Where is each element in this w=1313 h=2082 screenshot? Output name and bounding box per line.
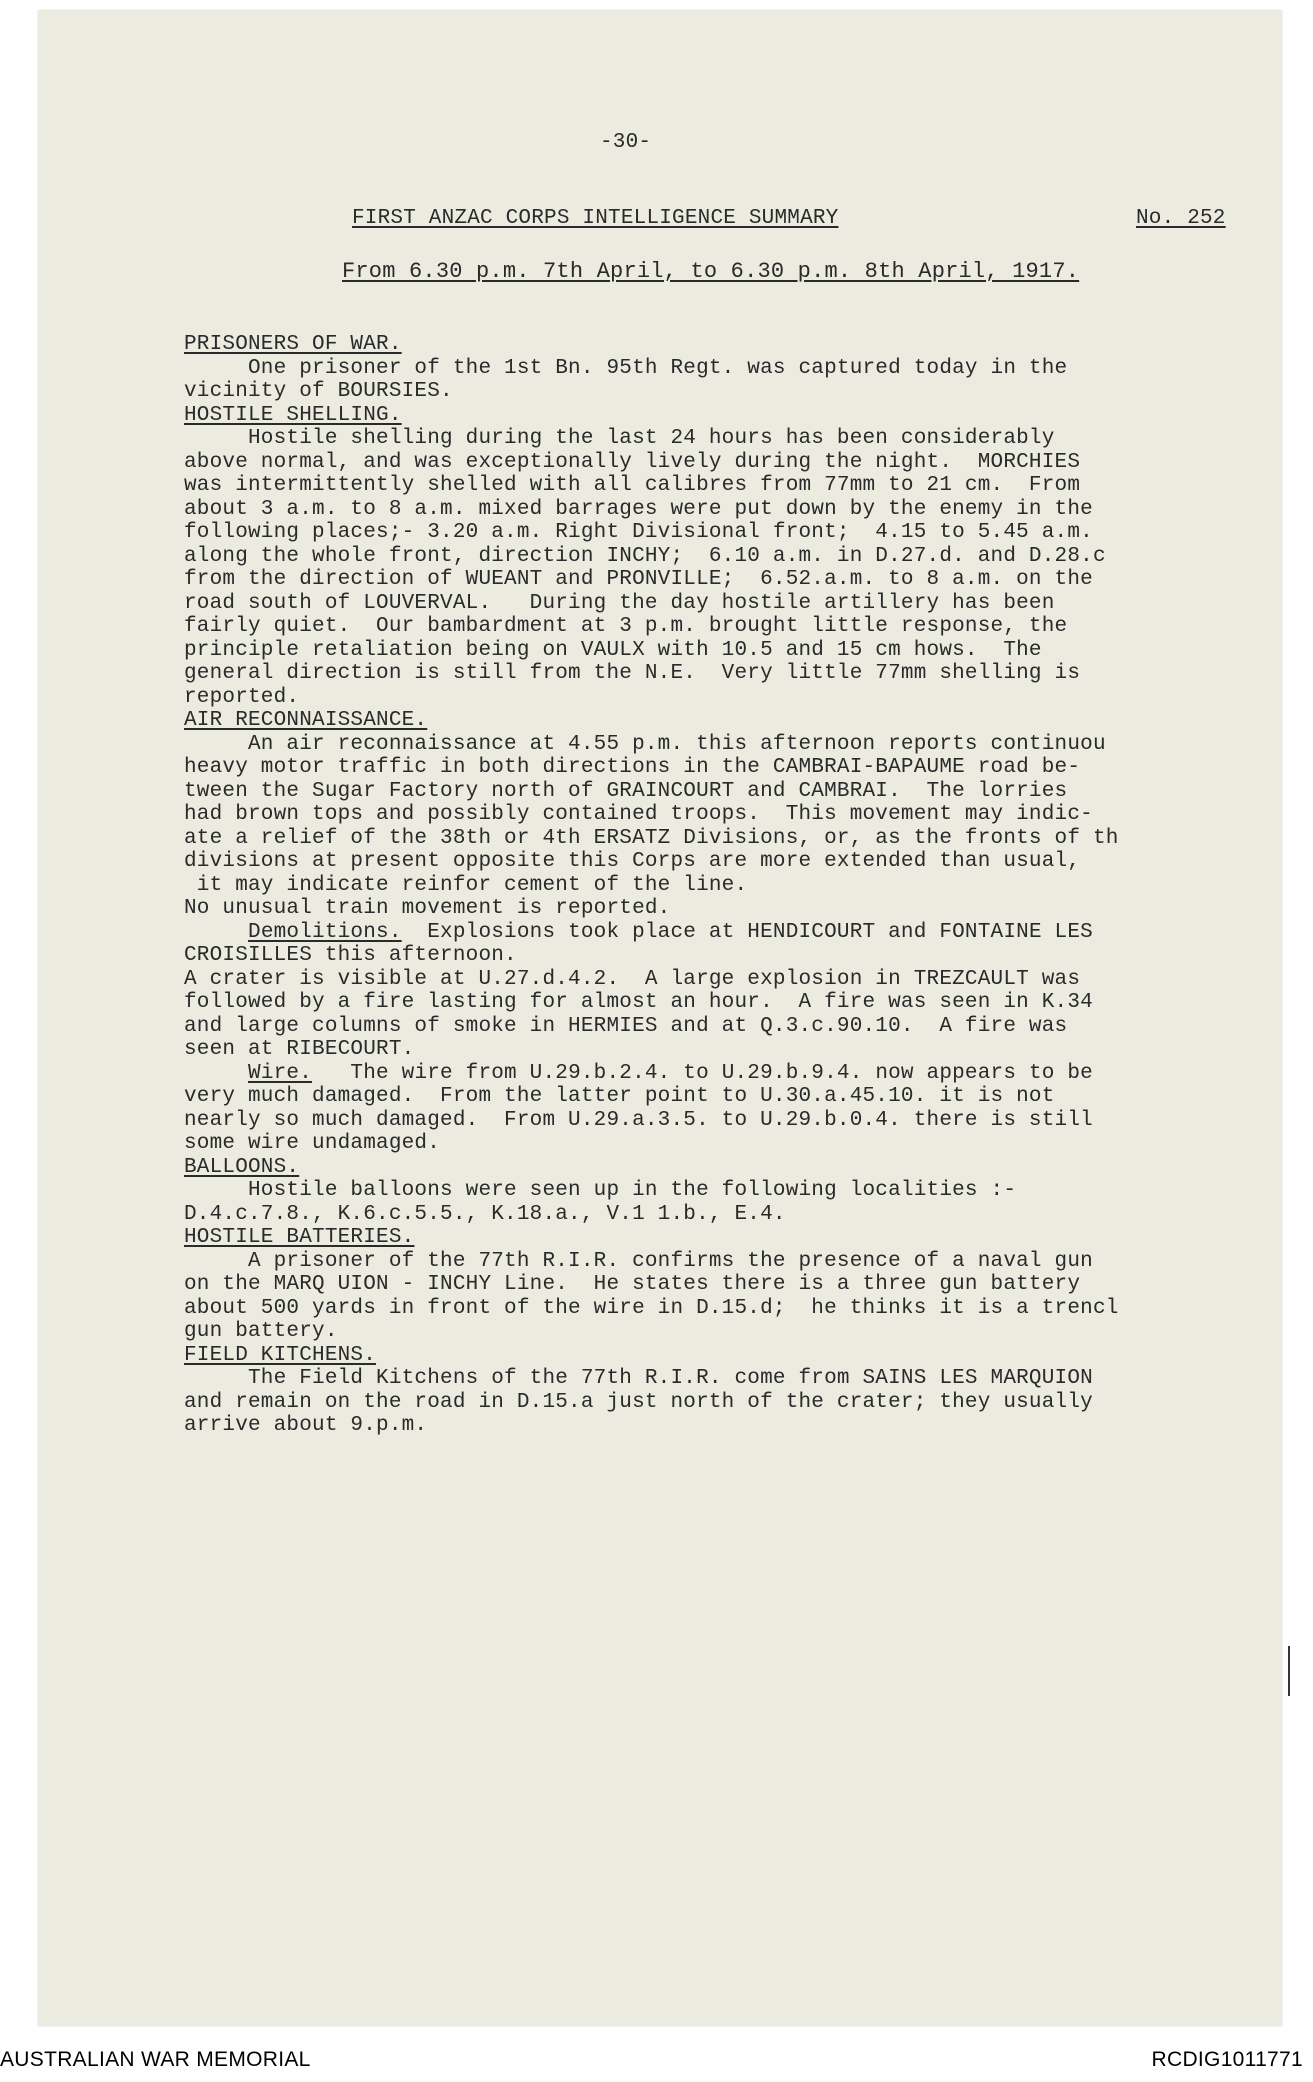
section-heading: FIELD KITCHENS. xyxy=(184,1343,377,1367)
body-line: had brown tops and possibly contained troops. This movement may indic- xyxy=(184,803,1093,826)
body-line: was intermittently shelled with all calibres from 77mm to 21 cm. From xyxy=(184,474,1081,497)
body-line: Hostile shelling during the last 24 hours has been considerably xyxy=(184,427,1055,450)
body-line: followed by a fire lasting for almost an hour. A fire was seen in K.34 xyxy=(184,991,1093,1014)
body-line: road south of LOUVERVAL. During the day hostile artillery has been xyxy=(184,591,1055,615)
body-line: Hostile balloons were seen up in the following localities :- xyxy=(184,1179,1017,1202)
body-line: arrive about 9.p.m. xyxy=(184,1414,428,1437)
section-heading-line xyxy=(184,709,427,732)
body-line: The Field Kitchens of the 77th R.I.R. come from SAINS LES MARQUION xyxy=(184,1367,1093,1390)
body-line: and remain on the road in D.15.a just north of the crater; they usually xyxy=(184,1390,1093,1414)
section-heading-line xyxy=(184,1062,1093,1085)
document-page xyxy=(38,10,1282,2026)
body-line: and large columns of smoke in HERMIES and at Q.3.c.90.10. A fire was xyxy=(184,1014,1068,1038)
section-heading-line xyxy=(184,1226,414,1249)
body-line: gun battery. xyxy=(184,1320,338,1343)
body-line: on the MARQ UION - INCHY Line. He states there is a three gun battery xyxy=(184,1273,1081,1296)
body-line: very much damaged. From the latter point to U.30.a.45.10. it is not xyxy=(184,1085,1055,1108)
body-line: vicinity of BOURSIES. xyxy=(184,380,453,403)
report-period: From 6.30 p.m. 7th April, to 6.30 p.m. 8th April, 1917. xyxy=(342,259,1080,284)
summary-number: No. 252 xyxy=(1136,207,1226,230)
body-line: tween the Sugar Factory north of GRAINCOURT and CAMBRAI. The lorries xyxy=(184,779,1068,803)
section-heading: PRISONERS OF WAR. xyxy=(184,333,402,356)
page-number: -30- xyxy=(600,131,652,154)
body-line: from the direction of WUEANT and PRONVILLE; 6.52.a.m. to 8 a.m. on the xyxy=(184,568,1093,591)
body-line: reported. xyxy=(184,685,300,709)
body-line: D.4.c.7.8., K.6.c.5.5., K.18.a., V.1 1.b., E.4. xyxy=(184,1202,786,1226)
body-line: ate a relief of the 38th or 4th ERSATZ Divisions, or, as the fronts of th xyxy=(184,826,1119,850)
margin-mark xyxy=(1288,1646,1290,1696)
body-line: above normal, and was exceptionally lively during the night. MORCHIES xyxy=(184,450,1081,474)
section-lead-text: Explosions took place at HENDICOURT and FONTAINE LES xyxy=(401,920,1093,944)
body-line: An air reconnaissance at 4.55 p.m. this afternoon reports continuou xyxy=(184,732,1106,756)
section-heading: Demolitions. xyxy=(248,920,402,944)
body-line: heavy motor traffic in both directions in the CAMBRAI-BAPAUME road be- xyxy=(184,756,1081,779)
body-line: A prisoner of the 77th R.I.R. confirms the presence of a naval gun xyxy=(184,1249,1093,1273)
body-line: principle retaliation being on VAULX with 10.5 and 15 cm hows. The xyxy=(184,638,1042,662)
body-line: general direction is still from the N.E. Very little 77mm shelling is xyxy=(184,662,1081,685)
section-heading: HOSTILE SHELLING. xyxy=(184,403,402,427)
body-line: some wire undamaged. xyxy=(184,1132,441,1155)
body-line: divisions at present opposite this Corps are more extended than usual, xyxy=(184,850,1081,873)
section-lead-text: The wire from U.29.b.2.4. to U.29.b.9.4. now appears to be xyxy=(312,1061,1093,1085)
section-heading: AIR RECONNAISSANCE. xyxy=(184,709,428,732)
body-line: One prisoner of the 1st Bn. 95th Regt. was captured today in the xyxy=(184,356,1068,380)
body-line: fairly quiet. Our bambardment at 3 p.m. brought little response, the xyxy=(184,615,1068,638)
section-heading-line xyxy=(184,404,402,427)
body-line: along the whole front, direction INCHY; 6.10 a.m. in D.27.d. and D.28.c xyxy=(184,544,1106,568)
section-heading-line xyxy=(184,1156,299,1179)
summary-body xyxy=(184,333,1119,1438)
body-line: seen at RIBECOURT. xyxy=(184,1038,415,1061)
section-heading: HOSTILE BATTERIES. xyxy=(184,1226,415,1249)
body-line: A crater is visible at U.27.d.4.2. A large explosion in TREZCAULT was xyxy=(184,967,1081,991)
body-line: about 3 a.m. to 8 a.m. mixed barrages were put down by the enemy in the xyxy=(184,497,1093,521)
archive-credit: AUSTRALIAN WAR MEMORIAL xyxy=(0,2048,311,2071)
section-heading-line xyxy=(184,1344,376,1367)
archive-reference: RCDIG1011771 xyxy=(1151,2048,1303,2071)
section-heading-line xyxy=(184,333,402,356)
section-heading: BALLOONS. xyxy=(184,1155,300,1179)
body-line: about 500 yards in front of the wire in D.15.d; he thinks it is a trencl xyxy=(184,1296,1119,1320)
section-heading-line xyxy=(184,921,1093,944)
section-heading: Wire. xyxy=(248,1061,313,1085)
body-line: it may indicate reinfor cement of the line. xyxy=(184,873,748,897)
document-title: FIRST ANZAC CORPS INTELLIGENCE SUMMARY xyxy=(352,207,839,230)
body-line: following places;- 3.20 a.m. Right Divisional front; 4.15 to 5.45 a.m. xyxy=(184,521,1093,544)
body-line: nearly so much damaged. From U.29.a.3.5. to U.29.b.0.4. there is still xyxy=(184,1108,1093,1132)
body-line: No unusual train movement is reported. xyxy=(184,897,671,920)
body-line: CROISILLES this afternoon. xyxy=(184,944,517,967)
